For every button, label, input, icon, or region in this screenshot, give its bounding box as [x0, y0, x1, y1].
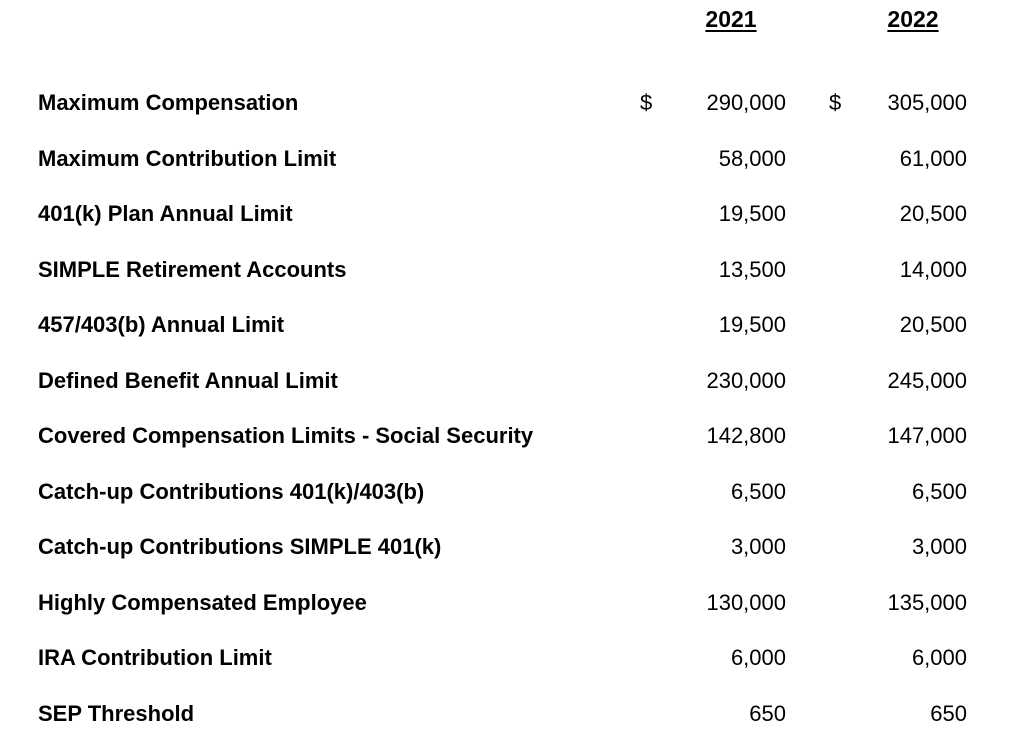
row-label: Highly Compensated Employee [38, 589, 367, 615]
table-row [0, 187, 1024, 243]
value-2021: 650 [749, 700, 786, 726]
value-2021: 290,000 [706, 90, 786, 115]
table-row [0, 243, 1024, 299]
table-row [0, 298, 1024, 354]
row-label: SEP Threshold [38, 700, 195, 726]
table-row [0, 687, 1024, 743]
value-2021: 3,000 [730, 534, 786, 559]
column-header-2022: 2022 [887, 6, 939, 32]
value-2021: 6,500 [730, 478, 786, 504]
value-2022: 650 [930, 700, 967, 726]
row-label: Maximum Compensation [38, 90, 299, 115]
value-2021: 13,500 [718, 256, 786, 282]
value-2022: 245,000 [887, 367, 967, 393]
value-2021: 230,000 [706, 367, 786, 393]
column-header-2021: 2021 [705, 6, 757, 32]
value-2022: 6,000 [911, 645, 967, 670]
table-row [0, 465, 1024, 521]
row-label: Catch-up Contributions SIMPLE 401(k) [38, 534, 442, 559]
table-row [0, 576, 1024, 632]
table-row [0, 354, 1024, 410]
table-row [0, 520, 1024, 576]
value-2022: 147,000 [887, 423, 967, 448]
currency-symbol-2022: $ [829, 90, 842, 115]
value-2021: 19,500 [718, 201, 786, 226]
value-2022: 135,000 [887, 589, 967, 615]
row-label: SIMPLE Retirement Accounts [38, 256, 347, 282]
row-label: Covered Compensation Limits - Social Security [38, 423, 534, 448]
value-2022: 20,500 [899, 201, 967, 226]
value-2022: 61,000 [899, 145, 967, 171]
value-2022: 305,000 [887, 90, 967, 115]
table-row [0, 631, 1024, 687]
row-label: 401(k) Plan Annual Limit [38, 201, 293, 226]
row-label: Maximum Contribution Limit [38, 145, 337, 171]
row-label: 457/403(b) Annual Limit [38, 312, 285, 337]
value-2021: 130,000 [706, 589, 786, 615]
limits-table [0, 76, 1024, 742]
row-label: Defined Benefit Annual Limit [38, 367, 338, 393]
value-2022: 20,500 [899, 312, 967, 337]
row-label: IRA Contribution Limit [38, 645, 272, 670]
currency-symbol-2021: $ [640, 90, 653, 115]
value-2021: 58,000 [718, 145, 786, 171]
table-row [0, 409, 1024, 465]
table-row [0, 132, 1024, 188]
value-2021: 142,800 [706, 423, 786, 448]
row-label: Catch-up Contributions 401(k)/403(b) [38, 478, 425, 504]
value-2021: 6,000 [730, 645, 786, 670]
value-2021: 19,500 [718, 312, 786, 337]
table-row [0, 76, 1024, 132]
value-2022: 6,500 [911, 478, 967, 504]
value-2022: 14,000 [899, 256, 967, 282]
value-2022: 3,000 [911, 534, 967, 559]
